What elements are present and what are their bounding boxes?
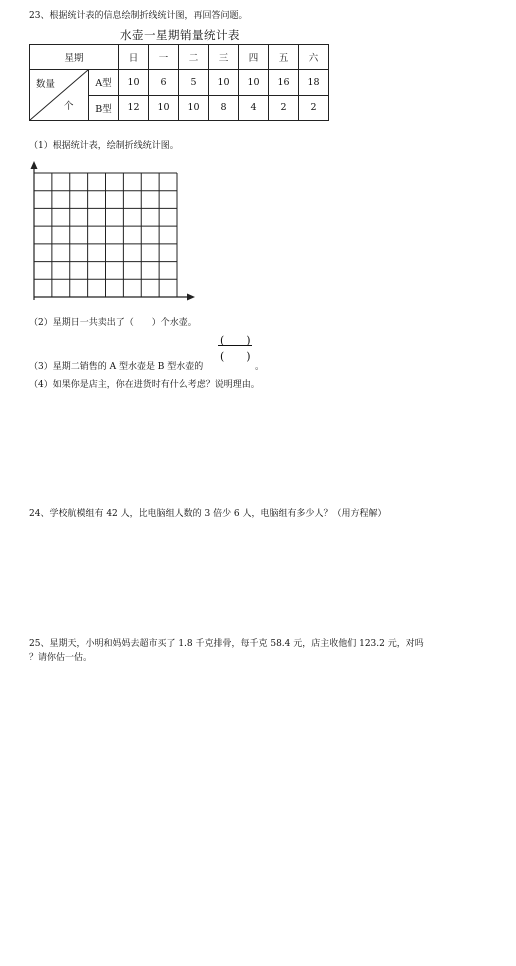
q23-part3-text: （3）星期二销售的 A 型水壶是 B 型水壶的 xyxy=(29,362,204,372)
diagonal-header-cell xyxy=(30,70,89,121)
fraction-denominator: ( ) xyxy=(220,350,251,363)
sales-table xyxy=(29,44,329,121)
blank-chart-grid xyxy=(20,160,200,305)
q24-text: 24、学校航模组有 42 人，比电脑组人数的 3 倍少 6 人，电脑组有多少人？（用方程解） xyxy=(29,509,387,519)
table-cell: 5 xyxy=(179,70,209,96)
q25-line2: ？请你估一估。 xyxy=(29,653,93,663)
day-header: 四 xyxy=(239,45,269,70)
table-cell: 10 xyxy=(119,70,149,96)
fraction-blank xyxy=(218,334,254,368)
fraction-bar xyxy=(218,345,252,346)
table-cell: 10 xyxy=(239,70,269,96)
table-cell: 10 xyxy=(209,70,239,96)
q23-part2: （2）星期日一共卖出了（ ）个水壶。 xyxy=(29,318,197,328)
q23-part1: （1）根据统计表，绘制折线统计图。 xyxy=(29,141,179,151)
table-cell: 2 xyxy=(299,95,329,121)
table-cell: 8 xyxy=(209,95,239,121)
day-header: 二 xyxy=(179,45,209,70)
diag-bottom-label: 个 xyxy=(64,101,74,112)
q23-part3 xyxy=(29,361,203,373)
table-cell: 10 xyxy=(179,95,209,121)
table-cell: 6 xyxy=(149,70,179,96)
table-header-row xyxy=(30,45,329,70)
q23-part3-end: 。 xyxy=(255,362,265,372)
row-label: A型 xyxy=(89,70,119,96)
header-label: 星期 xyxy=(30,45,119,70)
table-cell: 16 xyxy=(269,70,299,96)
day-header: 日 xyxy=(119,45,149,70)
row-label: B型 xyxy=(89,95,119,121)
q23-part4: （4）如果你是店主，你在进货时有什么考虑？说明理由。 xyxy=(29,380,260,390)
table-cell: 4 xyxy=(239,95,269,121)
table-row xyxy=(30,70,329,96)
fraction-numerator: ( ) xyxy=(220,334,251,347)
table-title: 水壶一星期销量统计表 xyxy=(120,28,240,42)
day-header: 五 xyxy=(269,45,299,70)
day-header: 三 xyxy=(209,45,239,70)
y-axis-arrow xyxy=(31,161,38,169)
table-cell: 12 xyxy=(119,95,149,121)
day-header: 六 xyxy=(299,45,329,70)
diag-top-label: 数量 xyxy=(36,79,56,90)
day-header: 一 xyxy=(149,45,179,70)
x-axis-arrow xyxy=(187,294,195,301)
table-cell: 10 xyxy=(149,95,179,121)
q23-intro: 23、根据统计表的信息绘制折线统计图，再回答问题。 xyxy=(29,11,248,21)
table-cell: 18 xyxy=(299,70,329,96)
table-cell: 2 xyxy=(269,95,299,121)
q25-line1: 25、星期天，小明和妈妈去超市买了 1.8 千克排骨，每千克 58.4 元，店主收他们 123.2 元，对吗 xyxy=(29,639,424,649)
